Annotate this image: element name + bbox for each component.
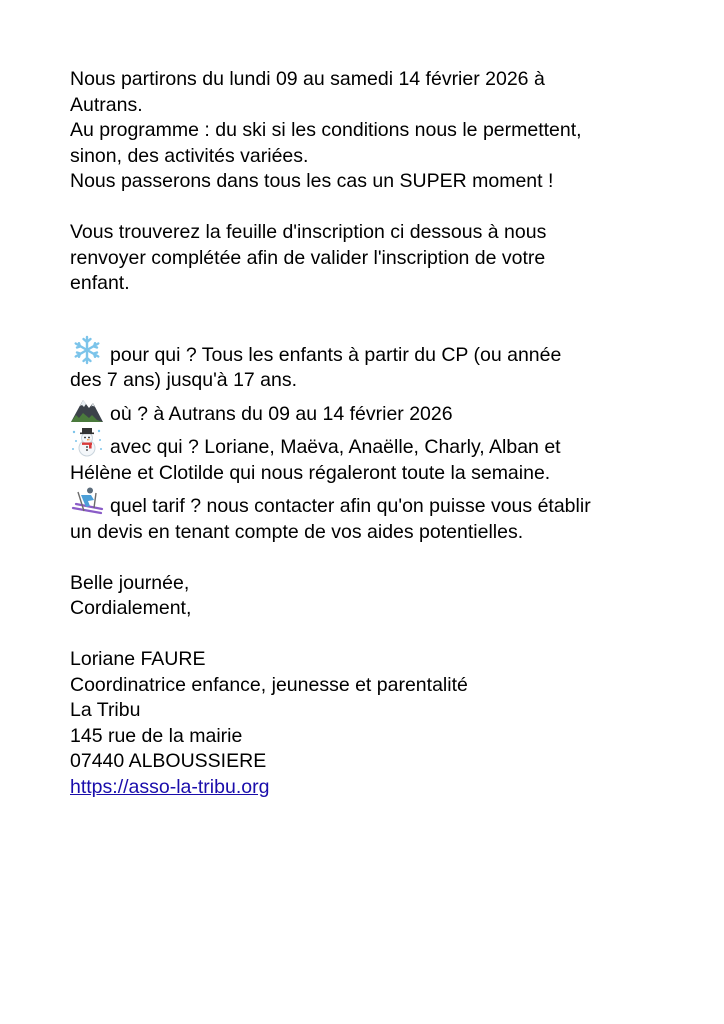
spacer bbox=[70, 622, 680, 648]
website-link[interactable]: https://asso-la-tribu.org bbox=[70, 775, 270, 798]
closing-greeting: Belle journée, bbox=[70, 571, 190, 594]
closing-regards: Cordialement, bbox=[70, 597, 192, 619]
skier-icon bbox=[70, 486, 104, 516]
detail-where-line1: où ? à Autrans du 09 au 14 février 2026 bbox=[110, 402, 453, 425]
signature-name: Loriane FAURE bbox=[70, 648, 206, 670]
details-list bbox=[70, 335, 680, 546]
detail-with-whom bbox=[70, 427, 680, 486]
signup-paragraph bbox=[70, 220, 680, 297]
signature-city: 07440 ALBOUSSIERE bbox=[70, 750, 267, 772]
detail-price bbox=[70, 486, 680, 545]
detail-who bbox=[70, 335, 680, 394]
detail-where bbox=[70, 394, 680, 428]
spacer bbox=[70, 545, 680, 571]
signature-street: 145 rue de la mairie bbox=[70, 724, 243, 747]
spacer bbox=[70, 297, 680, 335]
intro-paragraph bbox=[70, 67, 680, 195]
detail-who-line1: pour qui ? Tous les enfants à partir du CP (ou année bbox=[110, 343, 562, 366]
detail-price-line2: un devis en tenant compte de vos aides potentielles. bbox=[70, 520, 524, 543]
signature-block bbox=[70, 647, 680, 800]
mountain-icon bbox=[70, 394, 104, 424]
detail-with-whom-line1: avec qui ? Loriane, Maëva, Anaëlle, Charly, Alban et bbox=[110, 436, 561, 458]
signup-line: enfant. bbox=[70, 272, 130, 294]
intro-line: Nous partirons du lundi 09 au samedi 14 février 2026 à bbox=[70, 68, 545, 90]
detail-price-line1: quel tarif ? nous contacter afin qu'on puisse vous établir bbox=[110, 495, 591, 517]
detail-with-whom-line2: Hélène et Clotilde qui nous régaleront toute la semaine. bbox=[70, 461, 551, 484]
email-body bbox=[70, 67, 680, 800]
spacer bbox=[70, 195, 680, 221]
intro-line: Au programme : du ski si les conditions nous le permettent, bbox=[70, 119, 582, 141]
intro-line: Nous passerons dans tous les cas un SUPER moment ! bbox=[70, 170, 554, 192]
snowman-icon bbox=[70, 427, 104, 457]
snowflake-icon bbox=[70, 335, 104, 365]
detail-who-line2: des 7 ans) jusqu'à 17 ans. bbox=[70, 369, 298, 391]
signup-line: renvoyer complétée afin de valider l'inscription de votre bbox=[70, 246, 546, 269]
intro-line: sinon, des activités variées. bbox=[70, 144, 309, 167]
signature-org: La Tribu bbox=[70, 699, 141, 721]
closing-paragraph bbox=[70, 571, 680, 622]
signup-line: Vous trouverez la feuille d'inscription ci dessous à nous bbox=[70, 221, 547, 243]
intro-line: Autrans. bbox=[70, 93, 143, 116]
signature-role: Coordinatrice enfance, jeunesse et parentalité bbox=[70, 673, 468, 696]
